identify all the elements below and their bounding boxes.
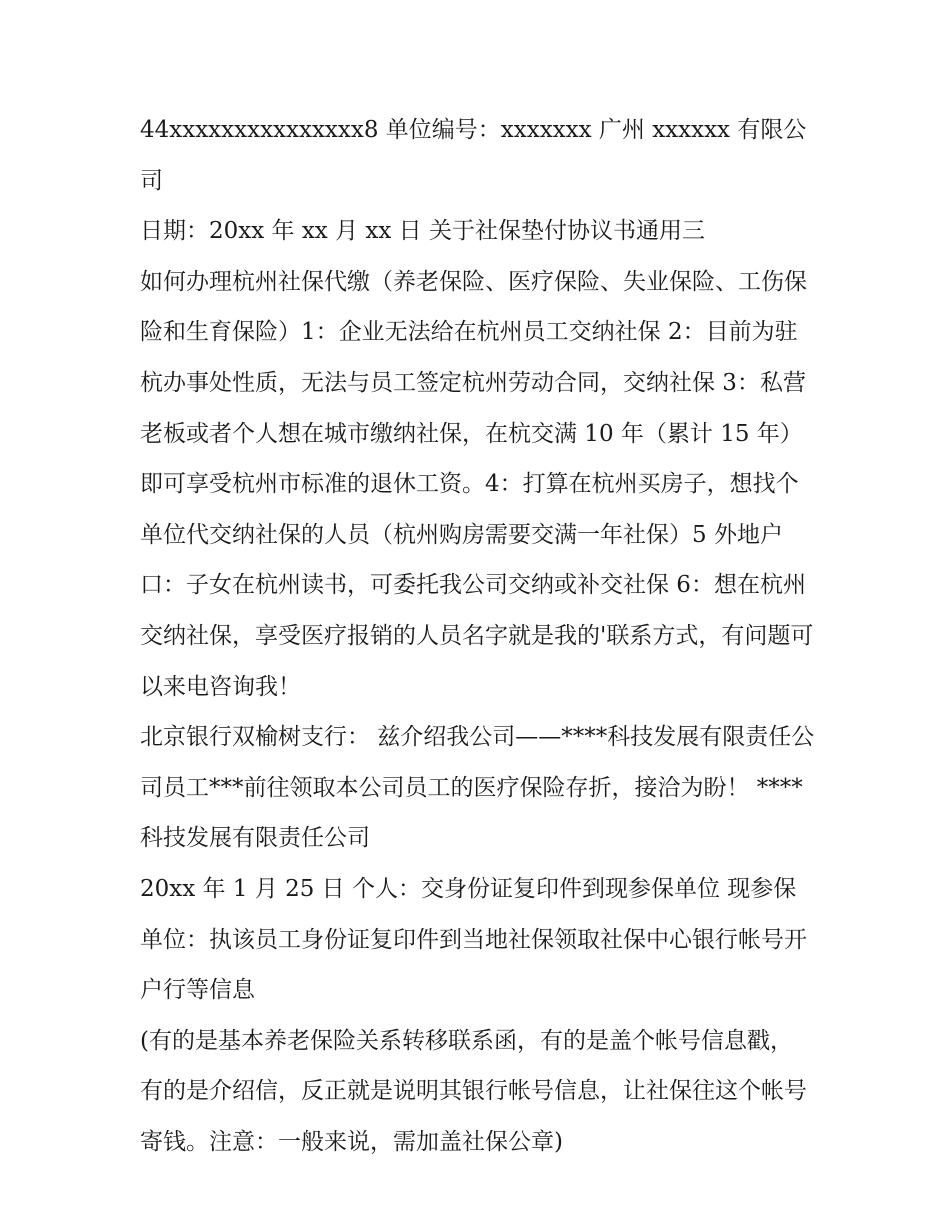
paragraph-note: (有的是基本养老保险关系转移联系函，有的是盖个帐号信息戳，有的是介绍信，反正就是说明其银行帐号信息，让社保往这个帐号寄钱。注意：一般来说，需加盖社保公章) <box>140 1027 807 1155</box>
paragraph-id-line: 44xxxxxxxxxxxxxxx8 单位编号：xxxxxxx 广州 xxxxxx 有限公司 <box>140 117 807 194</box>
document-body <box>140 105 815 1167</box>
paragraph-hangzhou-social-security: 如何办理杭州社保代缴（养老保险、医疗保险、失业保险、工伤保险和生育保险）1：企业无法给在杭州员工交纳社保 2：目前为驻杭办事处性质，无法与员工签定杭州劳动合同，交纳社保 3：私营老板或者个人想在城市缴纳社保，在杭交满 10 年（累计 15 年）即可享受杭州市标准的退休工资。4：打算在杭州买房子，想找个单位代交纳社保的人员（杭州购房需要交满一年社保）5 外地户口：子女在杭州读书，可委托我公司交纳或补交社保 6：想在杭州交纳社保，享受医疗报销的人员名字就是我的'联系方式，有问题可以来电咨询我！ <box>140 268 814 700</box>
paragraph-bank-introduction: 北京银行双榆树支行： 兹介绍我公司——****科技发展有限责任公司员工***前往领取本公司员工的医疗保险存折，接洽为盼！ ****科技发展有限责任公司 <box>140 724 815 852</box>
paragraph-date-line: 日期：20xx 年 xx 月 xx 日 关于社保垫付协议书通用三 <box>140 218 705 245</box>
paragraph-personal-steps: 20xx 年 1 月 25 日 个人：交身份证复印件到现参保单位 现参保单位：执该员工身份证复印件到当地社保领取社保中心银行帐号开户行等信息 <box>140 875 807 1004</box>
